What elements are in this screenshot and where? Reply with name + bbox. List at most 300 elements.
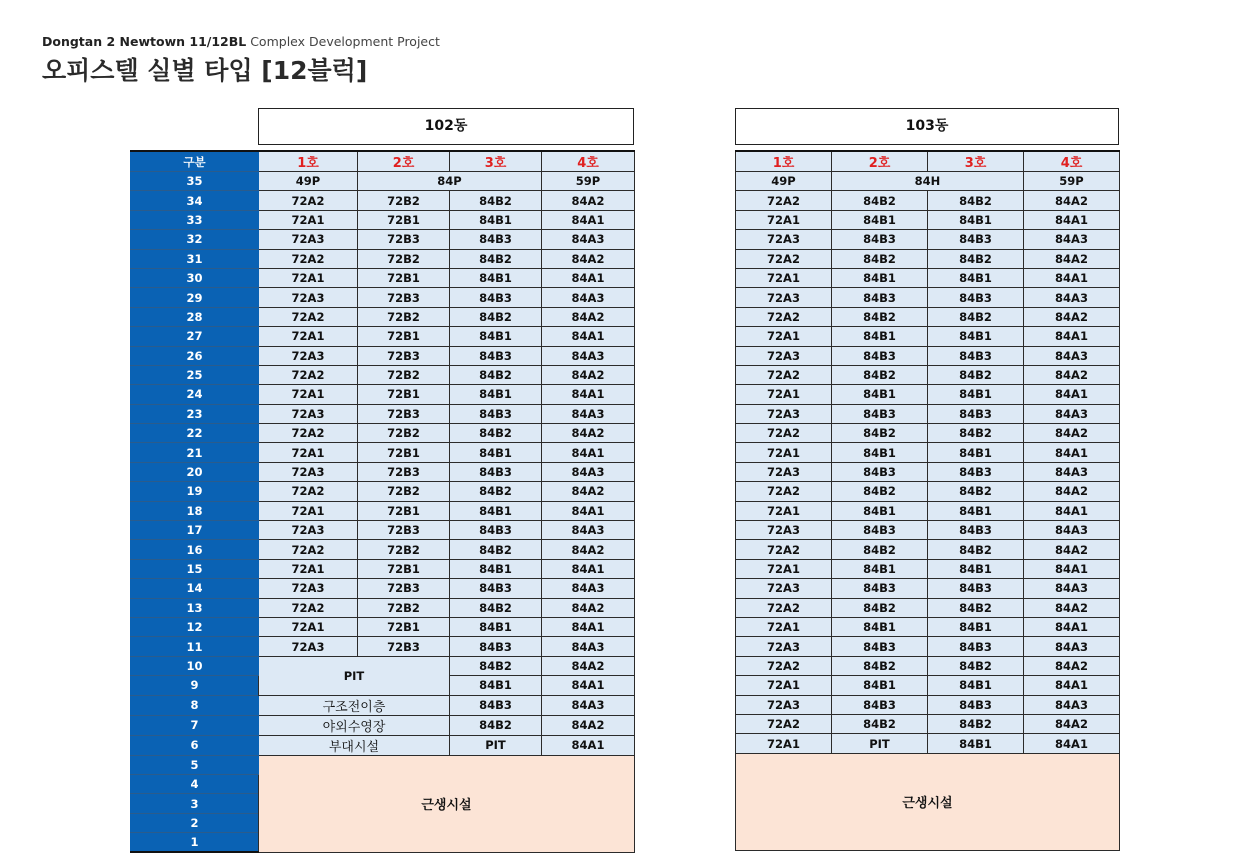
unit-type-cell: 84B3: [832, 346, 928, 365]
table-row: [736, 521, 1120, 540]
unit-type-cell: 72B2: [358, 540, 450, 559]
table-row: [736, 151, 1120, 172]
unit-type-cell: 72A2: [259, 424, 358, 443]
unit-type-cell: 72A2: [736, 365, 832, 384]
table-row: [736, 540, 1120, 559]
unit-type-cell: 84A1: [1024, 327, 1120, 346]
subtitle-light: Complex Development Project: [250, 34, 440, 49]
unit-type-cell: 84B2: [832, 598, 928, 617]
unit-type-cell: 72B3: [358, 230, 450, 249]
unit-type-cell: 84B1: [832, 501, 928, 520]
floor-label: 12: [131, 617, 259, 636]
table-row: [736, 579, 1120, 598]
floor-label: 13: [131, 598, 259, 617]
page-title: 오피스텔 실별 타입 [12블럭]: [42, 56, 368, 85]
unit-type-cell: 84B2: [832, 714, 928, 733]
table-row: [736, 385, 1120, 404]
unit-type-cell: 84B3: [832, 462, 928, 481]
unit-type-cell: 84A3: [542, 579, 635, 598]
unit-type-cell: 84B1: [928, 559, 1024, 578]
unit-type-cell: 84A2: [1024, 598, 1120, 617]
table-row: [736, 598, 1120, 617]
floor-label: 35: [131, 172, 259, 191]
unit-type-cell: 84B2: [450, 249, 542, 268]
unit-type-cell: 72A1: [736, 559, 832, 578]
unit-type-cell: 84B1: [450, 559, 542, 578]
unit-type-cell: 84B1: [832, 268, 928, 287]
floor-label: 16: [131, 540, 259, 559]
unit-type-cell: 84A3: [1024, 230, 1120, 249]
unit-type-cell: 84B3: [450, 521, 542, 540]
amenity-cell: 근생시설: [736, 753, 1120, 850]
floor-label: 3: [131, 794, 259, 813]
unit-type-cell: 72B2: [358, 424, 450, 443]
unit-type-cell: 72A3: [736, 521, 832, 540]
floor-label: 2: [131, 813, 259, 832]
floor-label: 25: [131, 365, 259, 384]
floor-label: 5: [131, 755, 259, 774]
unit-type-cell: 84A2: [542, 249, 635, 268]
unit-type-cell: 84A3: [542, 521, 635, 540]
table-row: [736, 210, 1120, 229]
unit-type-cell: 84B1: [450, 268, 542, 287]
table-row: [736, 191, 1120, 210]
unit-type-cell: 72B2: [358, 191, 450, 210]
unit-type-cell: 84B2: [832, 365, 928, 384]
unit-type-cell: 84A1: [542, 676, 635, 695]
unit-type-cell: 84B3: [928, 404, 1024, 423]
unit-type-cell: 84B3: [928, 695, 1024, 714]
unit-type-cell: 72B1: [358, 385, 450, 404]
unit-type-cell: 84A2: [542, 656, 635, 675]
table-row: [736, 365, 1120, 384]
unit-type-cell: 84B2: [928, 482, 1024, 501]
unit-type-cell: 72A2: [259, 191, 358, 210]
ho-header: 3호: [450, 151, 542, 172]
ho-header: 3호: [928, 151, 1024, 172]
unit-type-cell: 84P: [358, 172, 542, 191]
table-row: [736, 288, 1120, 307]
unit-type-cell: 84B3: [450, 462, 542, 481]
floor-label: 27: [131, 327, 259, 346]
floor-label: 18: [131, 501, 259, 520]
unit-type-cell: 84A3: [1024, 404, 1120, 423]
table-row: [131, 540, 635, 559]
unit-type-cell: 72B3: [358, 462, 450, 481]
unit-type-cell: 84A2: [1024, 249, 1120, 268]
floor-label: 21: [131, 443, 259, 462]
ho-header: 4호: [1024, 151, 1120, 172]
table-row: [131, 172, 635, 191]
floor-label: 8: [131, 695, 259, 715]
unit-type-cell: 72A2: [736, 249, 832, 268]
table-row: [736, 404, 1120, 423]
unit-type-cell: 72A1: [259, 443, 358, 462]
unit-type-cell: 72A1: [736, 676, 832, 695]
unit-type-cell: 72A2: [736, 424, 832, 443]
unit-type-cell: 84A3: [542, 346, 635, 365]
unit-type-cell: 72A1: [259, 385, 358, 404]
unit-type-cell: 84A1: [542, 443, 635, 462]
unit-type-cell: 72A2: [736, 656, 832, 675]
unit-type-cell: 84B3: [832, 637, 928, 656]
unit-type-cell: 84B2: [928, 714, 1024, 733]
unit-type-cell: 84A2: [542, 598, 635, 617]
table-row: [131, 385, 635, 404]
table-row: [736, 462, 1120, 481]
unit-type-cell: 84B2: [450, 482, 542, 501]
unit-type-cell: 72A3: [736, 404, 832, 423]
unit-type-cell: 84B2: [450, 598, 542, 617]
subtitle-bold: Dongtan 2 Newtown 11/12BL: [42, 34, 247, 49]
unit-type-cell: 72B1: [358, 210, 450, 229]
table-row: [131, 715, 635, 735]
floor-label: 23: [131, 404, 259, 423]
unit-type-cell: 84B1: [928, 501, 1024, 520]
unit-type-cell: 84A3: [542, 637, 635, 656]
unit-type-cell: 84A3: [542, 462, 635, 481]
unit-type-cell: 84B3: [832, 404, 928, 423]
unit-type-cell: PIT: [832, 734, 928, 753]
unit-type-cell: 84H: [832, 172, 1024, 191]
unit-type-cell: 84B1: [832, 676, 928, 695]
unit-type-cell: 84B1: [928, 268, 1024, 287]
unit-type-cell: 84B2: [450, 307, 542, 326]
unit-type-cell: 84B1: [928, 210, 1024, 229]
unit-type-cell: 84B1: [928, 617, 1024, 636]
unit-type-cell: 84A1: [1024, 501, 1120, 520]
table-row: [131, 637, 635, 656]
table-row: [736, 617, 1120, 636]
unit-type-cell: 84A2: [542, 424, 635, 443]
table-row: [131, 735, 635, 755]
table-row: [736, 268, 1120, 287]
unit-type-cell: 84B2: [928, 249, 1024, 268]
unit-type-cell: 84A1: [1024, 385, 1120, 404]
table-row: [131, 579, 635, 598]
floor-label: 20: [131, 462, 259, 481]
unit-type-cell: 84B2: [450, 715, 542, 735]
project-subtitle: [42, 34, 440, 49]
floor-label: 28: [131, 307, 259, 326]
ho-header: 2호: [358, 151, 450, 172]
table-row: [736, 734, 1120, 753]
unit-type-cell: 84A1: [542, 501, 635, 520]
table-row: [131, 249, 635, 268]
unit-type-cell: 84A2: [1024, 307, 1120, 326]
unit-type-cell: 72A1: [259, 268, 358, 287]
table-row: [131, 424, 635, 443]
unit-type-cell: 72B2: [358, 365, 450, 384]
unit-type-cell: 72A2: [259, 365, 358, 384]
unit-type-cell: 84B2: [450, 365, 542, 384]
unit-type-cell: 72A3: [736, 288, 832, 307]
unit-type-cell: 84B2: [832, 249, 928, 268]
unit-type-cell: 84B3: [450, 346, 542, 365]
unit-type-cell: 84A1: [542, 735, 635, 755]
floor-label: 7: [131, 715, 259, 735]
label-header: 구분: [131, 151, 259, 172]
unit-type-cell: 84B3: [928, 288, 1024, 307]
unit-type-cell: 84B2: [928, 307, 1024, 326]
table-row: [736, 559, 1120, 578]
table-row: [736, 443, 1120, 462]
unit-type-cell: 84A2: [542, 191, 635, 210]
floor-label: 6: [131, 735, 259, 755]
amenity-cell: 근생시설: [259, 755, 635, 852]
table-row: [736, 753, 1120, 772]
unit-type-cell: 72A2: [736, 598, 832, 617]
unit-type-cell: 84B1: [832, 385, 928, 404]
building-102-table: [130, 150, 635, 853]
unit-type-cell: 72B3: [358, 521, 450, 540]
table-row: [131, 617, 635, 636]
building-102-title: 102동: [258, 108, 634, 145]
facility-cell: 야외수영장: [259, 715, 450, 735]
unit-type-cell: 84B3: [928, 230, 1024, 249]
unit-type-cell: 84B1: [450, 385, 542, 404]
unit-type-cell: 84B3: [832, 521, 928, 540]
unit-type-cell: 72A3: [736, 579, 832, 598]
unit-type-cell: 84A1: [1024, 210, 1120, 229]
unit-type-cell: 59P: [1024, 172, 1120, 191]
unit-type-cell: 84A3: [542, 230, 635, 249]
unit-type-cell: 72A3: [736, 346, 832, 365]
unit-type-cell: 84B1: [450, 210, 542, 229]
unit-type-cell: 84B3: [832, 579, 928, 598]
floor-label: 19: [131, 482, 259, 501]
unit-type-cell: 72B1: [358, 617, 450, 636]
unit-type-cell: 84A3: [1024, 346, 1120, 365]
unit-type-cell: 84B2: [928, 598, 1024, 617]
floor-label: 14: [131, 579, 259, 598]
unit-type-cell: 84B3: [928, 579, 1024, 598]
table-row: [131, 598, 635, 617]
table-row: [131, 521, 635, 540]
unit-type-cell: 72B1: [358, 501, 450, 520]
unit-type-cell: 84B3: [928, 521, 1024, 540]
table-row: [131, 755, 635, 774]
unit-type-cell: 49P: [259, 172, 358, 191]
unit-type-cell: 84B1: [928, 443, 1024, 462]
unit-type-cell: 84A1: [1024, 676, 1120, 695]
unit-type-cell: 72B2: [358, 598, 450, 617]
unit-type-cell: 84B2: [928, 191, 1024, 210]
unit-type-cell: 84B1: [450, 501, 542, 520]
ho-header: 1호: [259, 151, 358, 172]
unit-type-cell: 84B2: [832, 307, 928, 326]
table-row: [131, 210, 635, 229]
unit-type-cell: 72A3: [259, 462, 358, 481]
unit-type-cell: 72A3: [259, 288, 358, 307]
unit-type-cell: 72B3: [358, 404, 450, 423]
unit-type-cell: 72A3: [259, 579, 358, 598]
unit-type-cell: 84A3: [1024, 288, 1120, 307]
unit-type-cell: 72A1: [259, 210, 358, 229]
table-row: [736, 676, 1120, 695]
floor-label: 29: [131, 288, 259, 307]
unit-type-cell: 84B1: [450, 617, 542, 636]
floor-label: 22: [131, 424, 259, 443]
table-row: [736, 656, 1120, 675]
unit-type-cell: 72A1: [259, 617, 358, 636]
table-row: [131, 656, 635, 675]
floor-label: 32: [131, 230, 259, 249]
table-row: [131, 559, 635, 578]
unit-type-cell: 84B3: [450, 230, 542, 249]
ho-header: 1호: [736, 151, 832, 172]
floor-label: 15: [131, 559, 259, 578]
table-row: [736, 346, 1120, 365]
unit-type-cell: 72B3: [358, 637, 450, 656]
unit-type-cell: 84A1: [542, 210, 635, 229]
unit-type-cell: 84B1: [928, 385, 1024, 404]
unit-type-cell: 72B1: [358, 443, 450, 462]
unit-type-cell: 84A2: [1024, 365, 1120, 384]
facility-cell: 부대시설: [259, 735, 450, 755]
table-row: [131, 404, 635, 423]
floor-label: 10: [131, 656, 259, 675]
unit-type-cell: 72A2: [259, 249, 358, 268]
table-row: [131, 307, 635, 326]
unit-type-cell: 72A2: [259, 598, 358, 617]
table-row: [736, 695, 1120, 714]
unit-type-cell: 84A2: [1024, 714, 1120, 733]
unit-type-cell: 84A1: [542, 327, 635, 346]
unit-type-cell: 84A2: [1024, 424, 1120, 443]
pit-cell: PIT: [259, 656, 450, 695]
unit-type-cell: 72A3: [259, 346, 358, 365]
unit-type-cell: 84A1: [1024, 443, 1120, 462]
unit-type-cell: 84A3: [1024, 695, 1120, 714]
table-row: [736, 249, 1120, 268]
unit-type-cell: PIT: [450, 735, 542, 755]
table-row: [736, 482, 1120, 501]
unit-type-cell: 84A3: [1024, 521, 1120, 540]
table-row: [131, 365, 635, 384]
table-row: [736, 230, 1120, 249]
unit-type-cell: 84A3: [1024, 637, 1120, 656]
unit-type-cell: 72A3: [736, 462, 832, 481]
unit-type-cell: 84B2: [832, 191, 928, 210]
unit-type-cell: 84A3: [542, 288, 635, 307]
unit-type-cell: 84B3: [928, 637, 1024, 656]
table-row: [131, 462, 635, 481]
unit-type-cell: 84B3: [832, 695, 928, 714]
table-row: [736, 501, 1120, 520]
unit-type-cell: 84B1: [832, 327, 928, 346]
unit-type-cell: 84A2: [542, 540, 635, 559]
unit-type-cell: 84B3: [832, 230, 928, 249]
unit-type-cell: 84B3: [450, 404, 542, 423]
floor-label: 24: [131, 385, 259, 404]
table-row: [131, 268, 635, 287]
floor-label: 33: [131, 210, 259, 229]
unit-type-cell: 84B1: [450, 676, 542, 695]
unit-type-cell: 84B3: [832, 288, 928, 307]
unit-type-cell: 72A3: [259, 404, 358, 423]
unit-type-cell: 72A1: [736, 268, 832, 287]
table-row: [131, 288, 635, 307]
unit-type-cell: 84B2: [450, 424, 542, 443]
table-row: [131, 443, 635, 462]
unit-type-cell: 84B2: [832, 482, 928, 501]
unit-type-cell: 84A1: [542, 617, 635, 636]
unit-type-cell: 72A3: [736, 637, 832, 656]
unit-type-cell: 84B1: [928, 327, 1024, 346]
unit-type-cell: 84A2: [1024, 656, 1120, 675]
unit-type-cell: 72A3: [259, 637, 358, 656]
unit-type-cell: 84A3: [542, 695, 635, 715]
unit-type-cell: 84A3: [1024, 462, 1120, 481]
unit-type-cell: 72A2: [259, 540, 358, 559]
unit-type-cell: 84A2: [1024, 482, 1120, 501]
unit-type-cell: 84A3: [542, 404, 635, 423]
unit-type-cell: 72B1: [358, 327, 450, 346]
unit-type-cell: 59P: [542, 172, 635, 191]
unit-type-cell: 84A1: [1024, 734, 1120, 753]
table-row: [736, 714, 1120, 733]
unit-type-cell: 72A3: [736, 230, 832, 249]
floor-label: 11: [131, 637, 259, 656]
unit-type-cell: 84B3: [450, 637, 542, 656]
unit-type-cell: 84A2: [1024, 191, 1120, 210]
unit-type-cell: 84B2: [450, 540, 542, 559]
building-103-table: [735, 150, 1120, 851]
building-103-title: 103동: [735, 108, 1119, 145]
floor-label: 9: [131, 676, 259, 695]
unit-type-cell: 84B3: [928, 346, 1024, 365]
table-row: [736, 424, 1120, 443]
unit-type-cell: 72A1: [736, 617, 832, 636]
unit-type-cell: 72A2: [736, 191, 832, 210]
unit-type-cell: 84B1: [928, 676, 1024, 695]
floor-label: 4: [131, 774, 259, 793]
table-row: [131, 327, 635, 346]
table-row: [131, 482, 635, 501]
unit-type-cell: 84B3: [450, 695, 542, 715]
unit-type-cell: 84B1: [832, 617, 928, 636]
unit-type-cell: 84B2: [450, 191, 542, 210]
unit-type-cell: 84B1: [928, 734, 1024, 753]
unit-type-cell: 84A2: [542, 307, 635, 326]
unit-type-cell: 72B2: [358, 307, 450, 326]
unit-type-cell: 72A1: [736, 385, 832, 404]
floor-label: 26: [131, 346, 259, 365]
unit-type-cell: 72B3: [358, 288, 450, 307]
unit-type-cell: 84B2: [450, 656, 542, 675]
unit-type-cell: 72A2: [736, 307, 832, 326]
unit-type-cell: 84B3: [928, 462, 1024, 481]
table-row: [736, 327, 1120, 346]
unit-type-cell: 84B2: [928, 365, 1024, 384]
unit-type-cell: 84A2: [1024, 540, 1120, 559]
table-row: [131, 191, 635, 210]
unit-type-cell: 72A2: [736, 482, 832, 501]
floor-label: 1: [131, 833, 259, 853]
unit-type-cell: 84A1: [1024, 559, 1120, 578]
unit-type-cell: 84B3: [450, 288, 542, 307]
table-row: [131, 501, 635, 520]
unit-type-cell: 84B2: [928, 540, 1024, 559]
unit-type-cell: 84A1: [542, 268, 635, 287]
unit-type-cell: 72A1: [736, 501, 832, 520]
floor-label: 31: [131, 249, 259, 268]
ho-header: 2호: [832, 151, 928, 172]
floor-label: 17: [131, 521, 259, 540]
table-row: [131, 346, 635, 365]
page-header: [42, 34, 440, 87]
